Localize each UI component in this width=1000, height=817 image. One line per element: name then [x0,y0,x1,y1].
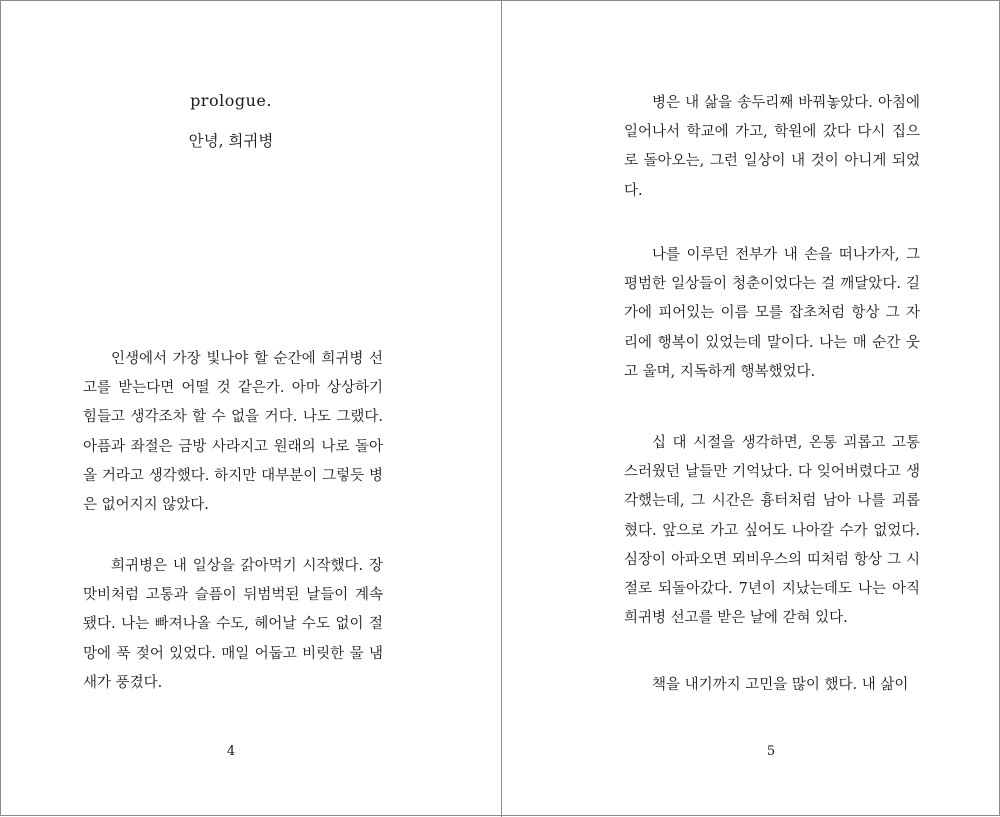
right-paragraph-1 [624,89,920,206]
right-paragraph-4 [624,671,920,700]
right-page [502,1,1000,815]
paragraph-text: 희귀병은 내 일상을 갉아먹기 시작했다. 장맛비처럼 고통과 슬픔이 뒤범벅된 날들이 계속됐다. 나는 빠져나올 수도, 헤어날 수도 없이 절망에 푹 젖어 있었다. 매일 어둡고 비릿한 물 냄새가 풍겼다. [83,558,383,691]
left-paragraph-2 [83,552,383,698]
chapter-title: 안녕, 희귀병 [188,132,274,150]
chapter-label: prologue. [190,91,272,110]
left-page [1,1,501,815]
paragraph-text: 십 대 시절을 생각하면, 온통 괴롭고 고통스러웠던 날들만 기억났다. 다 잊어버렸다고 생각했는데, 그 시간은 흉터처럼 남아 나를 괴롭혔다. 앞으로 가고 싶어도 나아갈 수가 없었다. 심장이 아파오면 뫼비우스의 띠처럼 항상 그 시절로 되돌아갔다. 7년이 지났는데도 나는 아직 희귀병 선고를 받은 날에 갇혀 있다. [624,435,920,627]
right-paragraph-2 [624,241,920,387]
paragraph-text: 나를 이루던 전부가 내 손을 떠나가자, 그 평범한 일상들이 청춘이었다는 걸 깨달았다. 길가에 피어있는 이름 모를 잡초처럼 항상 그 자리에 행복이 있었는데 말이다. 나는 매 순간 웃고 울며, 지독하게 행복했었다. [624,247,920,380]
paragraph-text: 책을 내기까지 고민을 많이 했다. 내 삶이 [652,677,909,693]
paragraph-text: 인생에서 가장 빛나야 할 순간에 희귀병 선고를 받는다면 어떨 것 같은가. 아마 상상하기 힘들고 생각조차 할 수 없을 거다. 나도 그랬다. 아픔과 좌절은 금방 사라지고 원래의 나로 돌아올 거라고 생각했다. 하지만 대부분이 그렇듯 병은 없어지지 않았다. [83,351,383,514]
paragraph-text: 병은 내 삶을 송두리째 바꿔놓았다. 아침에 일어나서 학교에 가고, 학원에 갔다 다시 집으로 돌아오는, 그런 일상이 내 것이 아니게 되었다. [624,95,920,199]
right-paragraph-3 [624,429,920,633]
page-number: 5 [766,744,776,759]
left-paragraph-1 [83,345,383,520]
page-number: 4 [226,744,236,759]
